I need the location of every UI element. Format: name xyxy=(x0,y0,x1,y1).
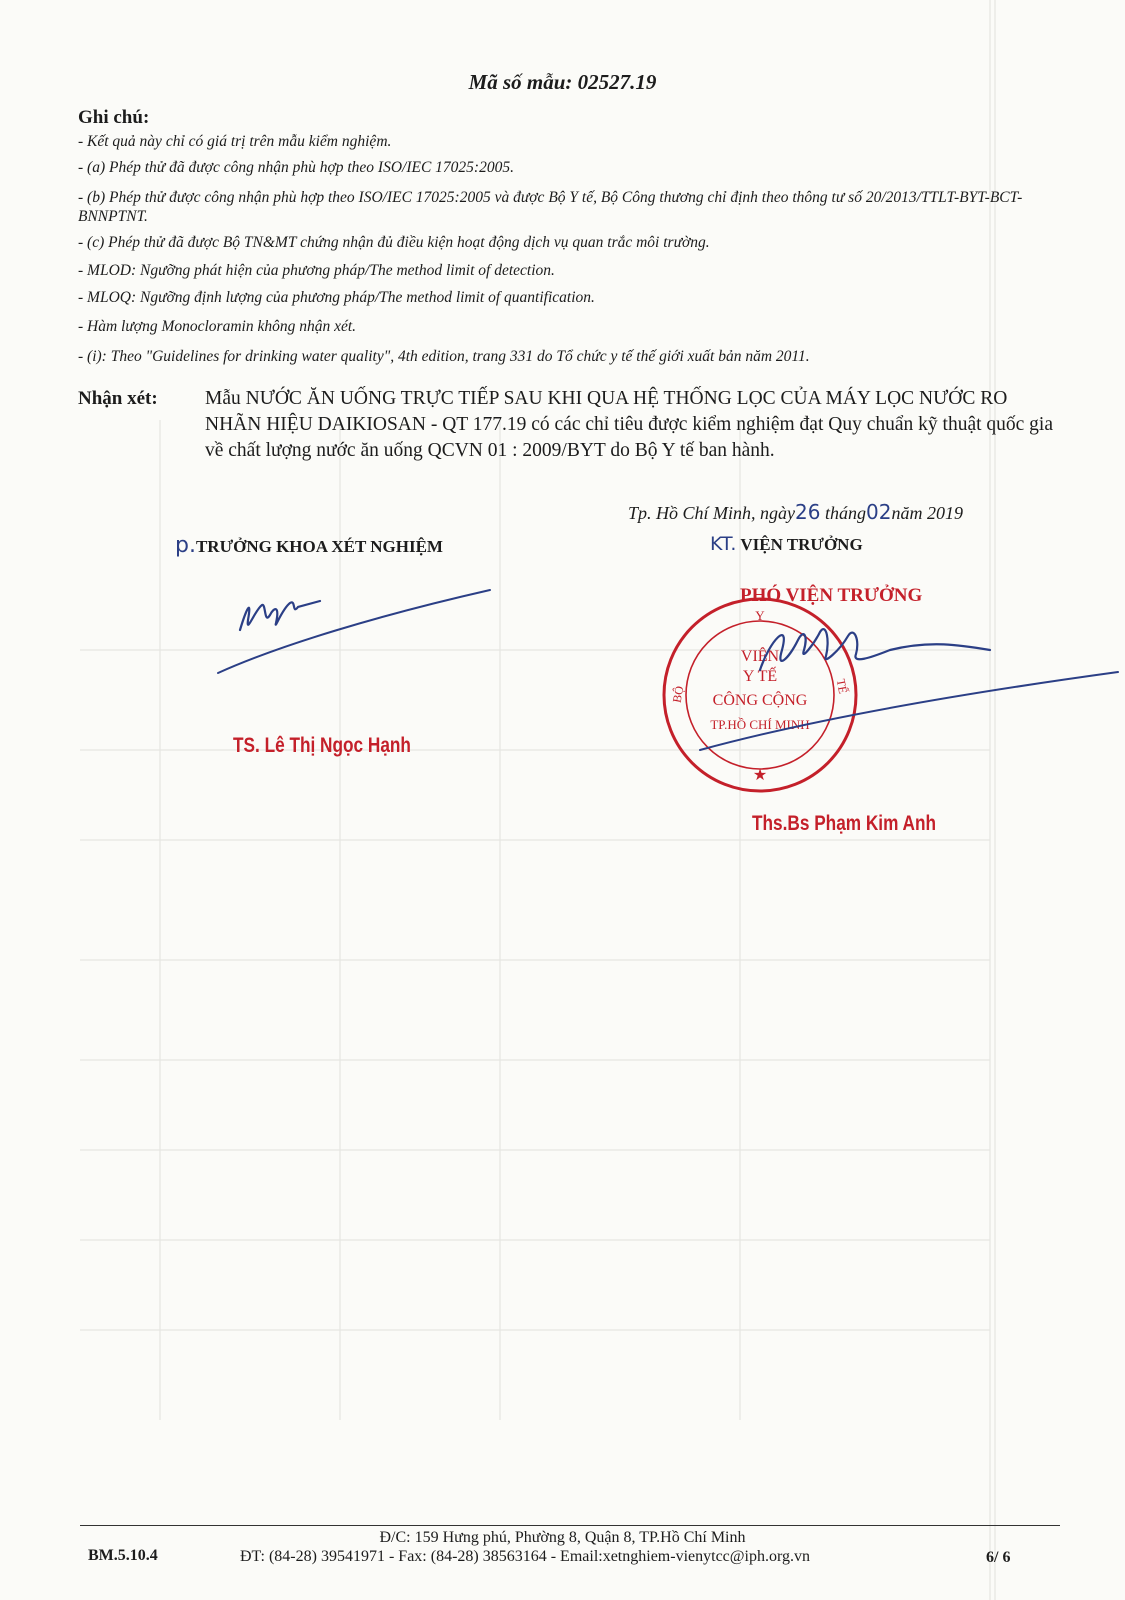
stamp-line: TP.HỒ CHÍ MINH xyxy=(710,717,810,732)
stamp-left-text: BỘ xyxy=(669,684,687,704)
stamp-line: CÔNG CỘNG xyxy=(712,692,808,709)
left-signer-mark: p. xyxy=(175,533,196,558)
right-signer-name: Ths.Bs Phạm Kim Anh xyxy=(752,812,937,835)
notes-heading: Ghi chú: xyxy=(78,107,150,128)
date-year: 2019 xyxy=(926,503,963,523)
note-item: - Kết quả này chỉ có giá trị trên mẫu kiểm nghiệm. xyxy=(78,133,392,150)
right-signer-title xyxy=(710,533,863,555)
sample-code-title: Mã số mẫu: 02527.19 xyxy=(468,70,657,94)
date-line xyxy=(628,500,963,524)
note-item: - (c) Phép thử đã được Bộ TN&MT chứng nhận đủ điều kiện hoạt động dịch vụ quan trắc môi trường. xyxy=(78,234,710,251)
form-code: BM.5.10.4 xyxy=(88,1547,158,1564)
stamp-star: ★ xyxy=(752,765,768,784)
right-signer-subtitle: PHÓ VIỆN TRƯỞNG xyxy=(740,585,923,606)
remarks-label: Nhận xét: xyxy=(78,388,158,409)
date-day: 26 xyxy=(795,500,821,524)
left-signer-title-text: TRƯỞNG KHOA XÉT NGHIỆM xyxy=(195,537,443,556)
left-signature-scribble xyxy=(200,575,500,675)
note-item: - (i): Theo "Guidelines for drinking water quality", 4th edition, trang 331 do Tổ chức y tế thế giới xuất bản năm 2011. xyxy=(78,348,810,365)
remarks-text: Mẫu NƯỚC ĂN UỐNG TRỰC TIẾP SAU KHI QUA HỆ THỐNG LỌC CỦA MÁY LỌC NƯỚC RO NHÃN HIỆU DAIKIOSAN - QT 177.19 có các chỉ tiêu được kiểm nghiệm đạt Quy chuẩn kỹ thuật quốc gia về chất lượng nước ăn uống QCVN 01 : 2009/BYT do Bộ Y tế ban hành. xyxy=(205,388,1053,461)
stamp-top-text: Y xyxy=(755,608,765,623)
date-month-label: tháng xyxy=(824,503,866,523)
right-signer-mark: KT. xyxy=(710,533,737,555)
note-item: - MLOQ: Ngưỡng định lượng của phương pháp/The method limit of quantification. xyxy=(78,289,595,306)
date-prefix: Tp. Hồ Chí Minh, ngày xyxy=(628,503,796,523)
note-item: - (b) Phép thử được công nhận phù hợp theo ISO/IEC 17025:2005 và được Bộ Y tế, Bộ Công thương chỉ định theo thông tư số 20/2013/TTLT-BYT-BCT-BNNPTNT. xyxy=(78,189,1023,225)
date-month: 02 xyxy=(865,500,892,524)
page-number: 6/ 6 xyxy=(986,1549,1011,1566)
stamp-line: VIỆN xyxy=(740,648,780,665)
footer-address: Đ/C: 159 Hưng phú, Phường 8, Quận 8, TP.Hồ Chí Minh xyxy=(379,1529,746,1546)
right-signature-scribble xyxy=(690,600,1120,760)
footer-contact: ĐT: (84-28) 39541971 - Fax: (84-28) 38563164 - Email:xetnghiem-vienytcc@iph.org.vn xyxy=(240,1548,810,1565)
right-signer-title-text: VIỆN TRƯỞNG xyxy=(740,535,863,554)
note-item: - Hàm lượng Monocloramin không nhận xét. xyxy=(78,318,357,335)
left-signer-title xyxy=(175,533,443,558)
note-item: - MLOD: Ngưỡng phát hiện của phương pháp/The method limit of detection. xyxy=(78,262,555,279)
note-item: - (a) Phép thử đã được công nhận phù hợp theo ISO/IEC 17025:2005. xyxy=(78,159,514,176)
stamp-right-text: TẾ xyxy=(833,677,851,695)
left-signer-name: TS. Lê Thị Ngọc Hạnh xyxy=(233,734,411,757)
date-year-label: năm xyxy=(891,503,923,523)
stamp-line: Y TẾ xyxy=(742,668,778,685)
footer-divider xyxy=(80,1525,1060,1526)
